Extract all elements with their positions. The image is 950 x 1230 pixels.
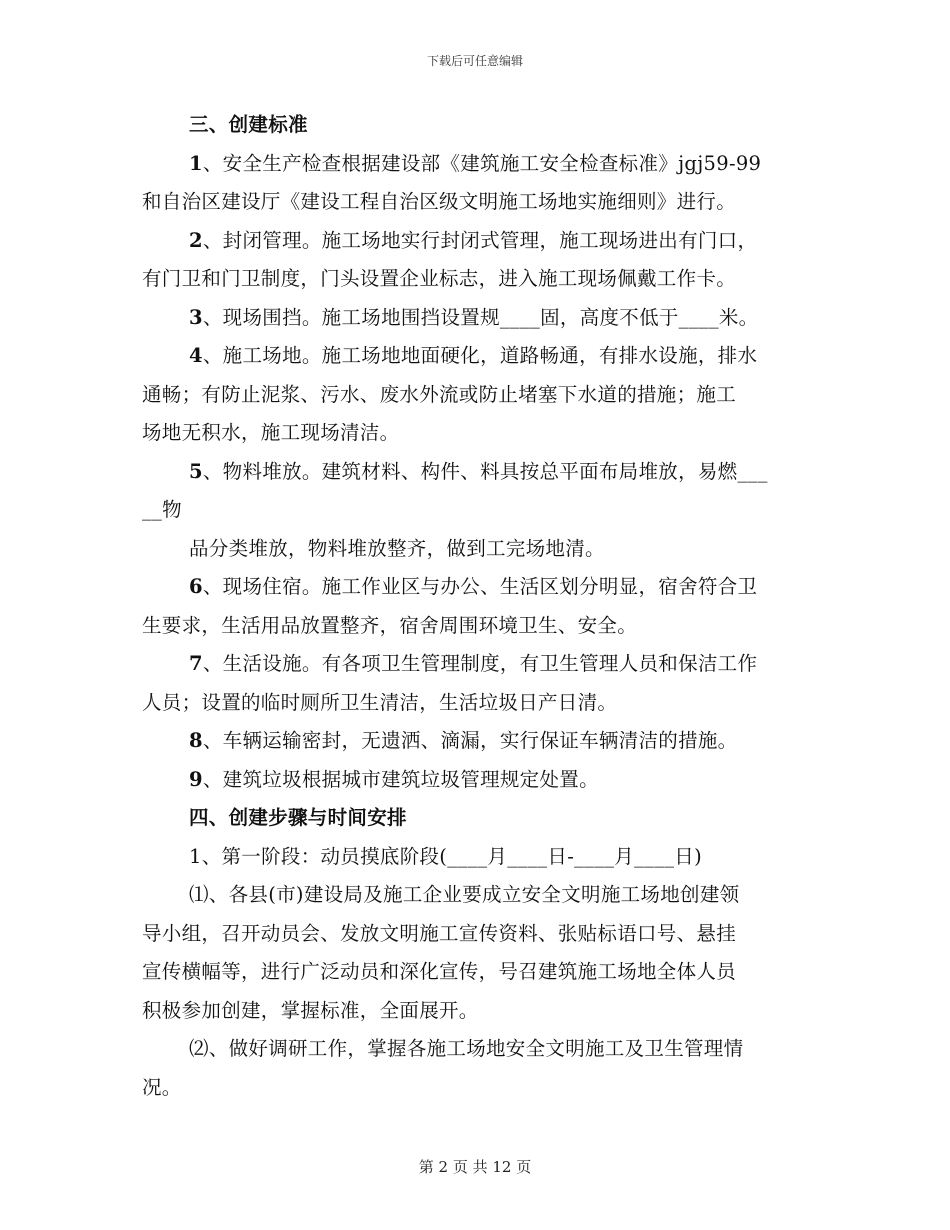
section-heading	[142, 106, 810, 145]
text-line	[142, 761, 810, 800]
page-number: 第 2 页 共 12 页	[418, 1158, 532, 1176]
text-line	[142, 376, 810, 415]
text-line	[142, 1030, 810, 1069]
text-line	[142, 915, 810, 954]
line-text: 、施工场地。施工场地地面硬化，道路畅通，有排水设施，排水	[202, 344, 758, 367]
text-line	[142, 876, 810, 915]
line-text: 有门卫和门卫制度，门头设置企业标志，进入施工现场佩戴工作卡。	[142, 267, 737, 290]
line-text: 三、创建标准	[189, 113, 308, 136]
line-text: __物	[142, 498, 182, 521]
item-number: 4	[189, 344, 203, 367]
text-line	[142, 337, 810, 376]
text-line	[142, 145, 810, 184]
text-line	[142, 722, 810, 761]
line-text: 、现场围挡。施工场地围挡设置规____固，高度不低于____米。	[202, 305, 759, 329]
line-text: 、生活设施。有各项卫生管理制度，有卫生管理人员和保洁工作	[202, 652, 758, 675]
text-line	[142, 838, 810, 877]
line-text: 、封闭管理。施工场地实行封闭式管理，施工现场进出有门口，	[202, 228, 758, 252]
item-number: 5	[189, 459, 203, 483]
line-text: ⑵、做好调研工作，掌握各施工场地安全文明施工及卫生管理情	[189, 1037, 744, 1060]
text-line	[142, 453, 810, 492]
section-heading	[142, 799, 810, 838]
text-line	[142, 183, 810, 222]
line-text: ⑴、各县(市)建设局及施工企业要成立安全文明施工场地创建领	[189, 883, 740, 906]
line-text: 和自治区建设厅《建设工程自治区级文明施工场地实施细则》进行。	[142, 190, 737, 213]
line-text: 人员；设置的临时厕所卫生清洁，生活垃圾日产日清。	[142, 690, 618, 714]
document-body	[142, 106, 810, 1107]
text-line	[142, 607, 810, 646]
line-text: 通畅；有防止泥浆、污水、废水外流或防止堵塞下水道的措施；施工	[142, 382, 737, 406]
line-text: 品分类堆放，物料堆放整齐，做到工完场地清。	[189, 536, 605, 560]
line-text: 、车辆运输密封，无遗洒、滴漏，实行保证车辆清洁的措施。	[202, 729, 738, 752]
item-number: 7	[189, 652, 203, 675]
item-number: 9	[189, 767, 203, 791]
item-number: 6	[189, 575, 203, 598]
line-text: 况。	[142, 1075, 182, 1099]
line-text: 1、第一阶段：动员摸底阶段(____月____日-____月____日)	[189, 844, 703, 868]
text-line	[142, 299, 810, 338]
text-line	[142, 530, 810, 569]
text-line	[142, 222, 810, 261]
text-line	[142, 568, 810, 607]
line-text: 四、创建步骤与时间安排	[189, 806, 407, 829]
line-text: 积极参加创建，掌握标准，全面展开。	[142, 998, 479, 1022]
text-line	[142, 684, 810, 723]
line-text: 、现场住宿。施工作业区与办公、生活区划分明显，宿舍符合卫	[202, 575, 758, 598]
line-text: 导小组，召开动员会、发放文明施工宣传资料、张贴标语口号、悬挂	[142, 921, 737, 945]
line-text: 、安全生产检查根据建设部《建筑施工安全检查标准》jgj59-99	[202, 151, 762, 175]
line-text: 宣传横幅等，进行广泛动员和深化宣传，号召建筑施工场地全体人员	[142, 960, 737, 983]
item-number: 3	[189, 305, 203, 329]
text-line	[142, 260, 810, 299]
text-line	[142, 414, 810, 453]
item-number: 2	[189, 228, 203, 252]
text-line	[142, 491, 810, 530]
line-text: 、物料堆放。建筑材料、构件、料具按总平面布局堆放，易燃___	[202, 459, 768, 483]
text-line	[142, 645, 810, 684]
line-text: 场地无积水，施工现场清洁。	[142, 421, 400, 444]
item-number: 1	[189, 151, 203, 175]
page-header-note: 下载后可任意编辑	[426, 54, 523, 68]
item-number: 8	[189, 729, 203, 752]
text-line	[142, 953, 810, 992]
text-line	[142, 1069, 810, 1108]
line-text: 生要求，生活用品放置整齐，宿舍周围环境卫生、安全。	[142, 613, 638, 637]
text-line	[142, 992, 810, 1031]
line-text: 、建筑垃圾根据城市建筑垃圾管理规定处置。	[202, 767, 599, 791]
